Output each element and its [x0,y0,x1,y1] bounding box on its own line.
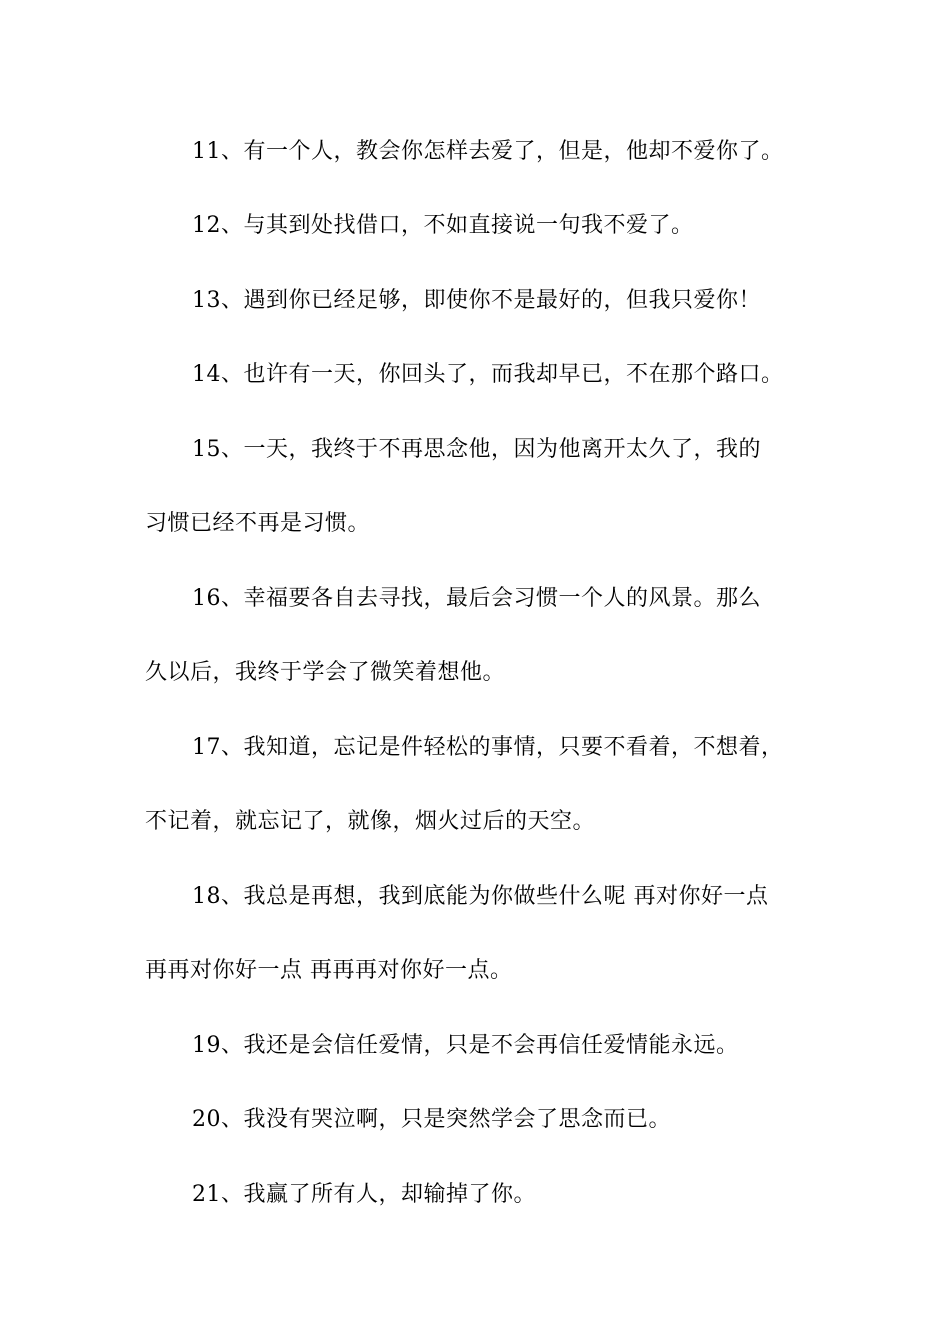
paragraph-20: 20、我没有哭泣啊，只是突然学会了思念而已。 [192,1107,671,1132]
paragraph-12: 12、与其到处找借口，不如直接说一句我不爱了。 [192,213,694,238]
paragraph-16-line-1: 16、幸福要各自去寻找，最后会习惯一个人的风景。那么 [192,586,761,611]
paragraph-19: 19、我还是会信任爱情，只是不会再信任爱情能永远。 [192,1033,739,1058]
paragraph-17-line-2: 不记着，就忘记了，就像，烟火过后的天空。 [145,809,596,834]
paragraph-16-line-2: 久以后，我终于学会了微笑着想他。 [145,660,506,685]
paragraph-15-line-1: 15、一天，我终于不再思念他，因为他离开太久了，我的 [192,437,761,462]
paragraph-13: 13、遇到你已经足够，即使你不是最好的，但我只爱你！ [192,288,761,313]
paragraph-11: 11、有一个人，教会你怎样去爱了，但是，他却不爱你了。 [192,139,784,164]
paragraph-15-line-2: 习惯已经不再是习惯。 [145,511,371,536]
paragraph-18-line-1: 18、我总是再想，我到底能为你做些什么呢 再对你好一点 [192,884,769,909]
paragraph-21: 21、我赢了所有人，却输掉了你。 [192,1182,536,1207]
paragraph-14: 14、也许有一天，你回头了，而我却早已，不在那个路口。 [192,362,784,387]
paragraph-18-line-2: 再再对你好一点 再再再对你好一点。 [145,958,513,983]
paragraph-17-line-1: 17、我知道，忘记是件轻松的事情，只要不看着，不想着， [192,735,784,760]
